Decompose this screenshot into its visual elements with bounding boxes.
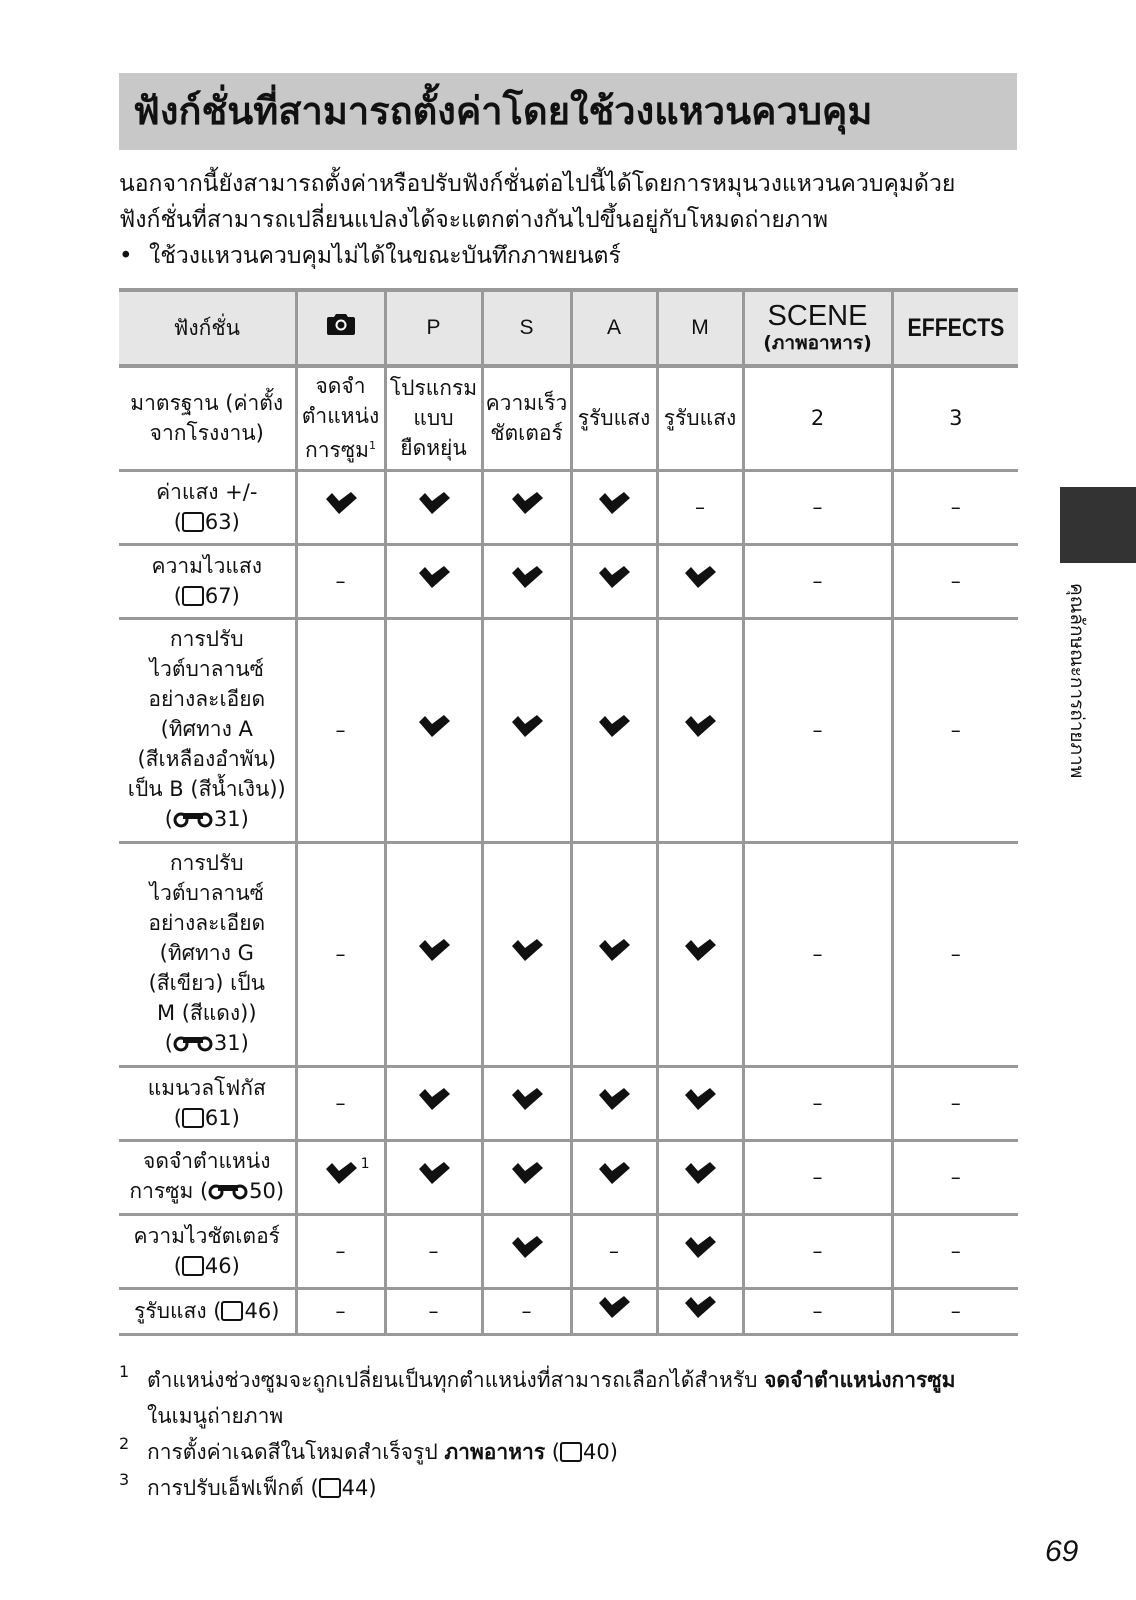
table-row — [119, 470, 1018, 544]
ref-page: 31) — [213, 807, 249, 831]
cell-line: ความเร็ว — [485, 391, 568, 416]
cell-p — [385, 842, 482, 1066]
cell-auto — [296, 1140, 385, 1214]
check-icon — [597, 496, 631, 520]
ref-page: 50) — [249, 1179, 285, 1203]
check-icon — [683, 1166, 717, 1190]
row-label-ref — [119, 804, 295, 836]
cell-m — [657, 842, 743, 1066]
cell-auto — [296, 1066, 385, 1140]
row-label-line: แมนวลโฟกัส — [147, 1076, 266, 1100]
cell-auto — [296, 544, 385, 618]
dash-mark: – — [695, 495, 705, 519]
cell-effects — [892, 1288, 1018, 1334]
cell-m — [657, 618, 743, 842]
cell-s — [482, 366, 571, 470]
dash-mark: – — [428, 1239, 439, 1263]
footnote-ref: 1 — [368, 439, 376, 453]
cell-auto — [296, 366, 385, 470]
dash-mark: – — [950, 495, 961, 519]
cell-auto — [296, 1288, 385, 1334]
cell-auto — [296, 1214, 385, 1288]
dash-mark: – — [812, 569, 823, 593]
cell-m — [657, 1140, 743, 1214]
camera-icon — [327, 317, 355, 341]
footnote-text-part: ( — [545, 1440, 560, 1464]
cell-p — [385, 1140, 482, 1214]
cell-scene — [743, 842, 892, 1066]
row-label-line: อย่างละเอียด — [148, 911, 266, 935]
header-a: A — [571, 290, 657, 366]
control-ring-table — [119, 288, 1018, 1336]
row-label-line: (ทิศทาง G — [159, 941, 254, 965]
ref-open: ( — [173, 1106, 182, 1130]
check-icon — [324, 496, 358, 520]
cell-effects — [892, 1140, 1018, 1214]
row-label-line: ไวต์บาลานซ์ — [149, 881, 264, 905]
cell-a — [571, 618, 657, 842]
check-icon — [597, 943, 631, 967]
check-icon — [597, 1166, 631, 1190]
dash-mark: – — [335, 1299, 346, 1323]
cell-p — [385, 1288, 482, 1334]
cell-a — [571, 1066, 657, 1140]
cell-m — [657, 1214, 743, 1288]
dash-mark: – — [812, 495, 823, 519]
cell-scene — [743, 1140, 892, 1214]
row-label — [119, 544, 296, 618]
row-label-line: เป็น B (สีน้ำเงิน)) — [127, 777, 286, 801]
row-label — [119, 618, 296, 842]
row-label-ref — [119, 1296, 295, 1326]
check-icon — [683, 719, 717, 743]
cell-m — [657, 544, 743, 618]
ref-page: 46) — [244, 1299, 280, 1323]
table-row — [119, 842, 1018, 1066]
cell-p — [385, 470, 482, 544]
cell-m — [657, 1288, 743, 1334]
intro-bullet — [119, 238, 1019, 274]
dash-mark: – — [950, 569, 961, 593]
cell-a — [571, 470, 657, 544]
manual-ref-icon — [182, 512, 204, 532]
ref-open: ( — [164, 1031, 173, 1055]
cell-s — [482, 1288, 571, 1334]
row-label-line: ค่าแสง +/- — [156, 480, 258, 504]
row-label-line: อย่างละเอียด — [148, 687, 266, 711]
check-icon — [417, 943, 451, 967]
footnote — [119, 1434, 1019, 1470]
manual-ref-icon — [221, 1301, 243, 1321]
reference-section-icon — [173, 806, 213, 836]
cell-effects — [892, 842, 1018, 1066]
ref-page: 31) — [213, 1031, 249, 1055]
row-label-line: การปรับ — [169, 851, 244, 875]
row-label-line: ความไวชัตเตอร์ — [133, 1224, 280, 1248]
check-icon — [597, 570, 631, 594]
footnote-text-part: ในเมนูถ่ายภาพ — [147, 1404, 284, 1428]
dash-mark: – — [950, 1299, 961, 1323]
footnote — [119, 1470, 1019, 1506]
cell-a — [571, 1288, 657, 1334]
check-icon — [597, 1092, 631, 1116]
bullet-icon: • — [119, 243, 133, 269]
check-icon — [417, 496, 451, 520]
check-icon — [417, 570, 451, 594]
footnote-number: 3 — [119, 1470, 130, 1489]
cell-effects — [892, 1214, 1018, 1288]
check-icon — [510, 1092, 544, 1116]
manual-ref-icon — [560, 1442, 582, 1462]
dash-mark: – — [950, 942, 961, 966]
header-scene-label: SCENE — [767, 300, 868, 332]
row-label-ref — [119, 581, 295, 611]
row-label-line: มาตรฐาน (ค่าตั้ง — [130, 391, 284, 416]
footnote-ref-page: 44) — [341, 1476, 377, 1500]
footnote-text — [147, 1362, 955, 1434]
footnotes — [119, 1362, 1019, 1506]
cell-a — [571, 1140, 657, 1214]
cell-line — [298, 431, 384, 465]
check-icon — [417, 719, 451, 743]
row-label-line: การปรับ — [169, 627, 244, 651]
cell-p — [385, 1214, 482, 1288]
check-icon — [510, 496, 544, 520]
cell-effects — [892, 1066, 1018, 1140]
check-icon — [597, 1300, 631, 1324]
intro-bullet-text: ใช้วงแหวนควบคุมไม่ได้ในขณะบันทึกภาพยนตร์ — [149, 243, 621, 269]
row-label — [119, 366, 296, 470]
dash-mark: – — [335, 1239, 346, 1263]
footnote-text-part: การตั้งค่าเฉดสีในโหมดสำเร็จรูป — [147, 1440, 445, 1464]
header-auto — [296, 290, 385, 366]
cell-effects — [892, 544, 1018, 618]
dash-mark: – — [609, 1239, 619, 1263]
header-effects-label: EFFECTS — [907, 313, 1005, 342]
cell-scene — [743, 1214, 892, 1288]
reference-section-icon — [208, 1178, 248, 1208]
ref-open: ( — [173, 584, 182, 608]
dash-mark: – — [335, 1091, 346, 1115]
ref-page: 67) — [204, 584, 240, 608]
footnote-bold: จดจำตำแหน่งการซูม — [764, 1368, 956, 1392]
cell-line-text: การซูม — [305, 438, 369, 463]
dash-mark: – — [812, 942, 823, 966]
cell-scene — [743, 618, 892, 842]
check-icon — [683, 943, 717, 967]
cell-s — [482, 1214, 571, 1288]
cell-auto — [296, 618, 385, 842]
check-icon — [683, 570, 717, 594]
reference-section-icon — [173, 1030, 213, 1060]
section-label: คุณลักษณะการถ่ายภาพ — [1066, 583, 1088, 779]
dash-mark: – — [950, 1239, 961, 1263]
cell-s — [482, 1140, 571, 1214]
cell-scene: 2 — [743, 366, 892, 470]
footnote-text-part: ตำแหน่งช่วงซูมจะถูกเปลี่ยนเป็นทุกตำแหน่งที่สามารถเลือกได้สำหรับ — [147, 1368, 765, 1392]
check-icon — [683, 1300, 717, 1324]
check-icon — [417, 1166, 451, 1190]
row-label — [119, 1066, 296, 1140]
table-row — [119, 618, 1018, 842]
manual-ref-icon — [319, 1478, 341, 1498]
dash-mark: – — [521, 1299, 532, 1323]
row-label-ref — [119, 1251, 295, 1281]
header-scene-sub: (ภาพอาหาร) — [763, 332, 872, 354]
cell-effects — [892, 470, 1018, 544]
cell-p — [385, 1066, 482, 1140]
row-label-line: ไวต์บาลานซ์ — [149, 657, 264, 681]
page-number: 69 — [1045, 1535, 1079, 1568]
cell-auto — [296, 842, 385, 1066]
dash-mark: – — [950, 1091, 961, 1115]
ref-open: ( — [173, 1254, 182, 1278]
footnote-number: 1 — [119, 1362, 130, 1381]
check-icon — [597, 719, 631, 743]
row-label-ref — [119, 507, 295, 537]
row-label-ref — [119, 1176, 295, 1208]
dash-mark: – — [812, 1165, 823, 1189]
cell-s — [482, 1066, 571, 1140]
cell-line: ยืดหยุ่น — [400, 436, 467, 461]
cell-line: แบบ — [413, 406, 454, 431]
cell-a — [571, 544, 657, 618]
header-scene — [743, 290, 892, 366]
row-label-line: จากโรงงาน) — [149, 421, 264, 446]
manual-ref-icon — [182, 586, 204, 606]
cell-p — [385, 618, 482, 842]
intro-line-1: นอกจากนี้ยังสามารถตั้งค่าหรือปรับฟังก์ชั่นต่อไปนี้ได้โดยการหมุนวงแหวนควบคุมด้วย — [119, 171, 956, 197]
cell-scene — [743, 544, 892, 618]
title-bar — [119, 73, 1017, 150]
dash-mark: – — [335, 942, 346, 966]
row-label — [119, 1140, 296, 1214]
cell-a — [571, 1214, 657, 1288]
cell-line: ชัตเตอร์ — [490, 421, 563, 446]
table-row — [119, 1066, 1018, 1140]
page-title: ฟังก์ชั่นที่สามารถตั้งค่าโดยใช้วงแหวนควบคุม — [133, 89, 873, 133]
intro-line-2: ฟังก์ชั่นที่สามารถเปลี่ยนแปลงได้จะแตกต่างกันไปขึ้นอยู่กับโหมดถ่ายภาพ — [119, 207, 829, 233]
footnote-text-part: การปรับเอ็ฟเฟ็กต์ ( — [147, 1476, 319, 1500]
header-function: ฟังก์ชั่น — [119, 290, 296, 366]
row-label-line: (ทิศทาง A — [160, 717, 253, 741]
cell-p — [385, 544, 482, 618]
ref-open: รูรับแสง ( — [134, 1299, 222, 1323]
manual-ref-icon — [182, 1256, 204, 1276]
ref-open: ( — [164, 807, 173, 831]
footnote-text — [147, 1470, 377, 1506]
row-label — [119, 470, 296, 544]
section-tab — [1060, 487, 1136, 563]
check-icon — [510, 719, 544, 743]
cell-a: รูรับแสง — [571, 366, 657, 470]
cell-scene — [743, 1288, 892, 1334]
manual-ref-icon — [182, 1108, 204, 1128]
row-label-line: (สีเหลืองอำพัน) — [137, 747, 277, 771]
cell-m — [657, 1066, 743, 1140]
table-row-standard — [119, 366, 1018, 470]
ref-open: ( — [173, 510, 182, 534]
check-icon — [510, 943, 544, 967]
header-effects — [892, 290, 1018, 366]
check-icon — [510, 1166, 544, 1190]
dash-mark: – — [335, 718, 346, 742]
check-icon — [417, 1092, 451, 1116]
dash-mark: – — [812, 718, 823, 742]
dash-mark: – — [428, 1299, 439, 1323]
row-label — [119, 1214, 296, 1288]
cell-m — [657, 470, 743, 544]
cell-line: โปรแกรม — [389, 376, 478, 401]
cell-effects — [892, 618, 1018, 842]
table-row — [119, 544, 1018, 618]
cell-effects: 3 — [892, 366, 1018, 470]
row-label-line: M (สีแดง)) — [156, 1001, 257, 1025]
cell-line: จดจำ — [315, 374, 366, 399]
footnote — [119, 1362, 1019, 1434]
footnote-text — [147, 1434, 618, 1470]
dash-mark: – — [335, 569, 346, 593]
check-icon — [510, 1240, 544, 1264]
dash-mark: – — [812, 1091, 823, 1115]
check-icon — [510, 570, 544, 594]
ref-page: 63) — [204, 510, 240, 534]
cell-line: ตำแหน่ง — [301, 404, 380, 429]
row-label — [119, 842, 296, 1066]
check-icon — [324, 1156, 370, 1193]
row-label-line: ความไวแสง — [151, 554, 262, 578]
table-row — [119, 1288, 1018, 1334]
footnote-bold: ภาพอาหาร — [444, 1440, 546, 1464]
dash-mark: – — [950, 718, 961, 742]
dash-mark: – — [812, 1239, 823, 1263]
row-label-line: จดจำตำแหน่ง — [143, 1149, 271, 1173]
cell-scene — [743, 1066, 892, 1140]
table-header-row — [119, 290, 1018, 366]
cell-s — [482, 618, 571, 842]
dash-mark: – — [812, 1299, 823, 1323]
cell-s — [482, 544, 571, 618]
table-row — [119, 1140, 1018, 1214]
cell-p — [385, 366, 482, 470]
footnote-ref: 1 — [360, 1156, 370, 1172]
cell-m: รูรับแสง — [657, 366, 743, 470]
cell-s — [482, 842, 571, 1066]
row-label — [119, 1288, 296, 1334]
row-label-ref — [119, 1103, 295, 1133]
intro-text — [119, 166, 1019, 274]
check-icon — [683, 1240, 717, 1264]
footnote-number: 2 — [119, 1434, 130, 1453]
cell-s — [482, 470, 571, 544]
row-label-line: (สีเขียว) เป็น — [148, 971, 265, 995]
dash-mark: – — [950, 1165, 961, 1189]
header-s: S — [482, 290, 571, 366]
ref-page: 46) — [204, 1254, 240, 1278]
footnote-ref-page: 40) — [583, 1440, 618, 1464]
header-m: M — [657, 290, 743, 366]
cell-auto — [296, 470, 385, 544]
table-row — [119, 1214, 1018, 1288]
check-icon — [683, 1092, 717, 1116]
cell-a — [571, 842, 657, 1066]
ref-open: การซูม ( — [129, 1179, 209, 1203]
header-p: P — [385, 290, 482, 366]
ref-page: 61) — [204, 1106, 240, 1130]
cell-scene — [743, 470, 892, 544]
row-label-ref — [119, 1028, 295, 1060]
